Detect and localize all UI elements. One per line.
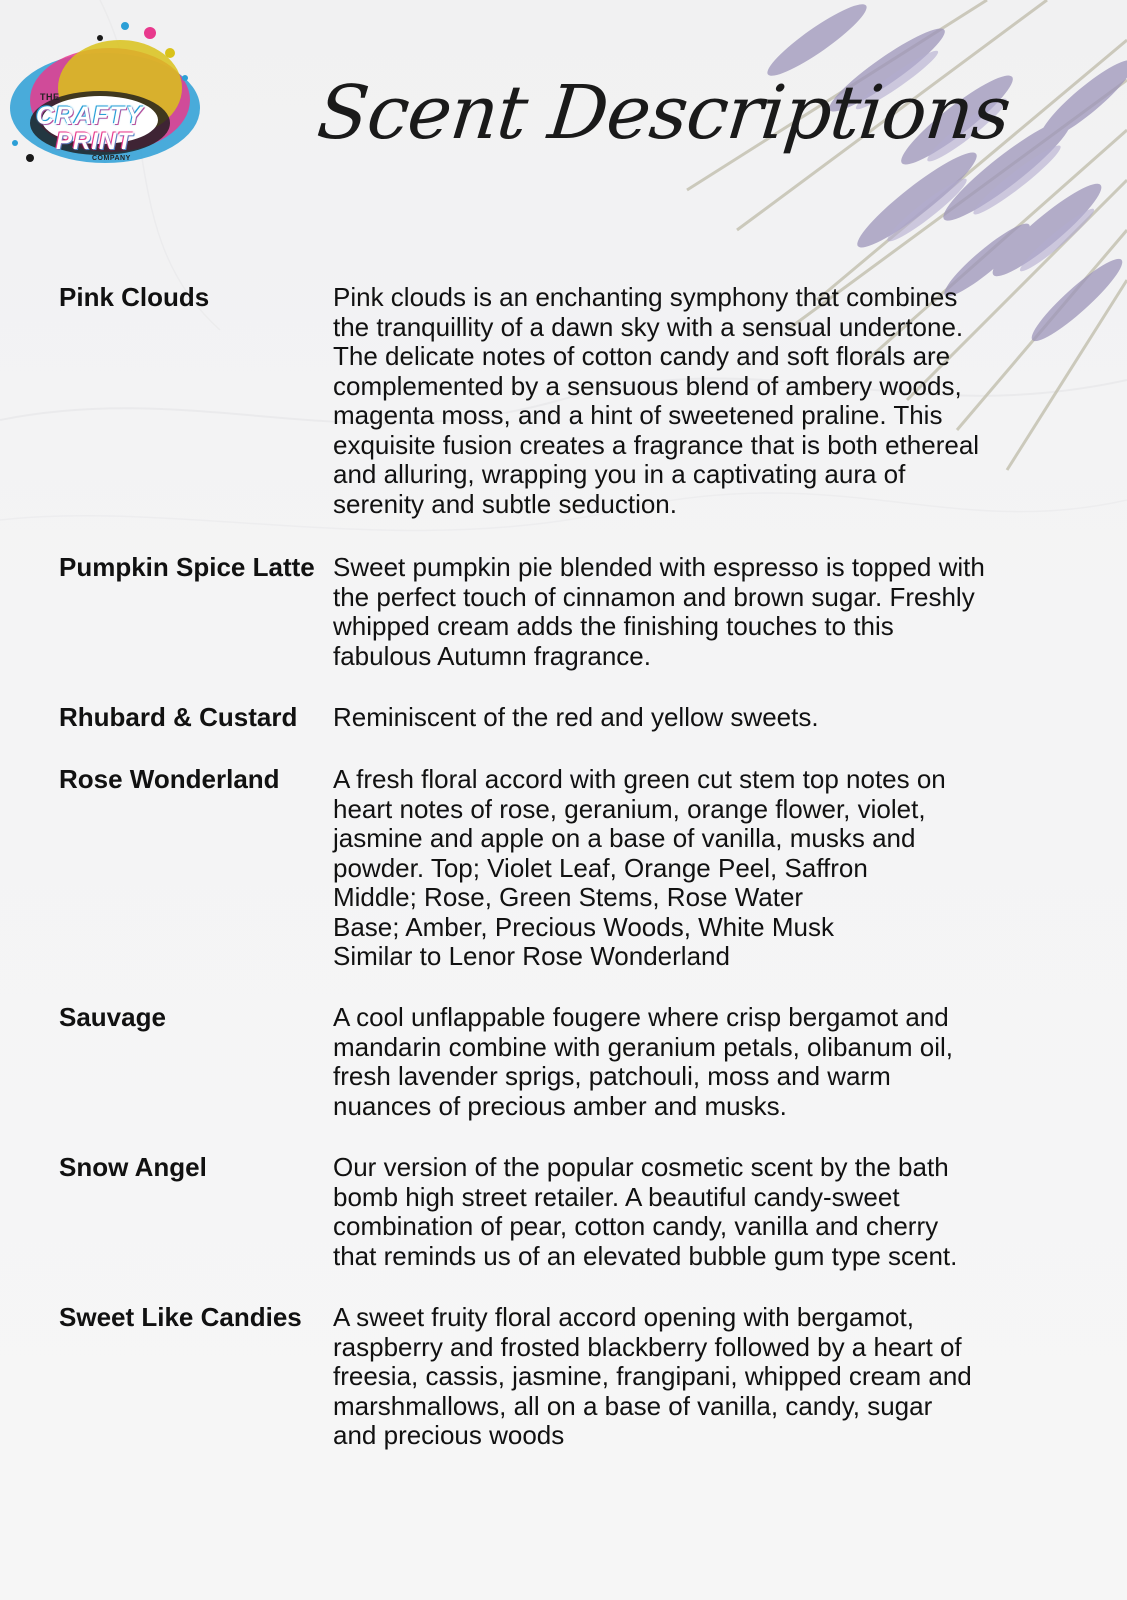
page-title: Scent Descriptions	[313, 70, 1014, 156]
scent-name: Rose Wonderland	[59, 764, 280, 794]
scent-row	[59, 283, 1069, 519]
scent-row	[59, 553, 1053, 671]
scent-description: Sweet pumpkin pie blended with espresso is topped with the perfect touch of cinnamon and brown sugar. Freshly whipped cream adds the finishing touches to this fabulous Autumn fragrance.	[333, 552, 985, 671]
scent-name: Snow Angel	[59, 1152, 207, 1182]
company-logo	[0, 8, 205, 173]
scent-row	[59, 1003, 1053, 1121]
scent-description: Our version of the popular cosmetic scent by the bath bomb high street retailer. A beautiful candy-sweet combination of pear, cotton candy, vanilla and cherry that reminds us of an elevated bubble gum type scent.	[333, 1152, 958, 1271]
scent-description: A cool unflappable fougere where crisp bergamot and mandarin combine with geranium petals, olibanum oil, fresh lavender sprigs, patchouli, moss and warm nuances of precious amber and musks.	[333, 1002, 953, 1121]
scent-row	[59, 765, 1053, 972]
scent-description: Reminiscent of the red and yellow sweets.	[333, 702, 819, 732]
scent-row	[59, 703, 1053, 733]
scent-row	[59, 1303, 1053, 1451]
scent-description: A fresh floral accord with green cut stem top notes on heart notes of rose, geranium, orange flower, violet, jasmine and apple on a base of vanilla, musks and powder. Top; Violet Leaf, Orange Peel, Saffron Middle; Rose, Green Stems, Rose Water Base; Amber, Precious Woods, White Musk Similar to Lenor Rose Wonderland	[333, 764, 946, 971]
scent-name: Pumpkin Spice Latte	[59, 552, 315, 582]
logo-text-crafty: CRAFTY	[36, 102, 144, 130]
logo-text-the: THE	[40, 92, 60, 102]
logo-text-print: PRINT	[56, 128, 133, 155]
scent-row	[59, 1153, 1053, 1271]
scent-name: Rhubard & Custard	[59, 702, 298, 732]
scent-name: Pink Clouds	[59, 282, 210, 312]
scent-list	[59, 282, 1069, 1450]
scent-name: Sweet Like Candies	[59, 1302, 302, 1332]
scent-description: A sweet fruity floral accord opening with bergamot, raspberry and frosted blackberry followed by a heart of freesia, cassis, jasmine, frangipani, whipped cream and marshmallows, all on a base of vanilla, candy, sugar and precious woods	[333, 1302, 972, 1450]
scent-description: Pink clouds is an enchanting symphony that combines the tranquillity of a dawn sky with a sensual undertone. The delicate notes of cotton candy and soft florals are complemented by a sensuous blend of ambery woods, magenta moss, and a hint of sweetened praline. This exquisite fusion creates a fragrance that is both ethereal and alluring, wrapping you in a captivating aura of serenity and subtle seduction.	[333, 282, 980, 519]
scent-name: Sauvage	[59, 1002, 166, 1032]
logo-text-company: COMPANY	[92, 155, 131, 162]
